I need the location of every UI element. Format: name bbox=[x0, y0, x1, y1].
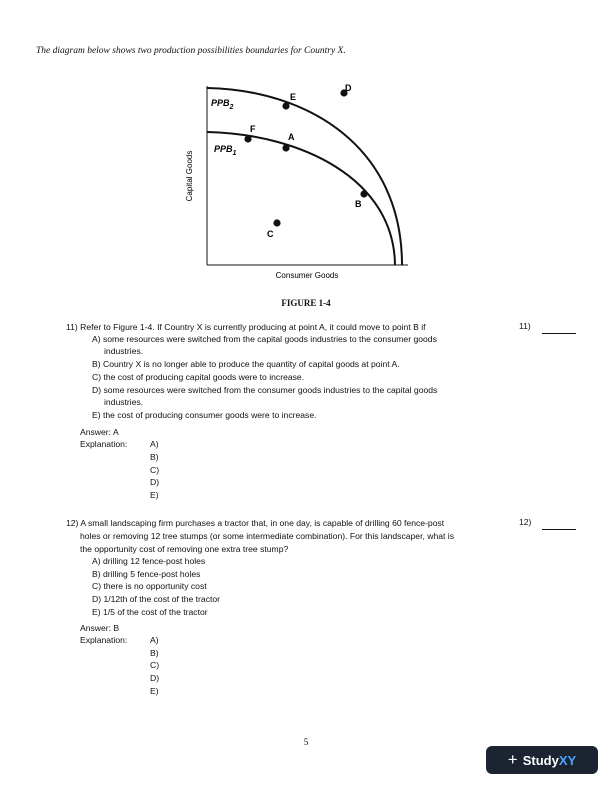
q12-answer-blank bbox=[542, 520, 576, 530]
q12-expl-b: B) bbox=[150, 648, 159, 658]
q11-option-d-cont: industries. bbox=[104, 397, 144, 407]
q11-answer: Answer: A bbox=[80, 427, 119, 437]
point-f-label: F bbox=[250, 124, 256, 134]
q11-number: 11) bbox=[519, 321, 531, 331]
q11-option-a-cont: industries. bbox=[104, 346, 144, 356]
point-f-marker bbox=[244, 135, 251, 142]
q12-option-b: B) drilling 5 fence-post holes bbox=[92, 569, 201, 579]
intro-text: The diagram below shows two production possibilities boundaries for Country X. bbox=[36, 46, 346, 56]
q12-option-e: E) 1/5 of the cost of the tractor bbox=[92, 607, 208, 617]
point-c-label: C bbox=[267, 229, 274, 239]
point-b-label: B bbox=[355, 199, 362, 209]
point-a-label: A bbox=[288, 132, 295, 142]
q12-expl-a: A) bbox=[150, 635, 159, 645]
q11-expl-b: B) bbox=[150, 452, 159, 462]
page-number: 5 bbox=[303, 737, 309, 747]
q11-option-e: E) the cost of producing consumer goods were to increase. bbox=[92, 410, 317, 420]
q12-number: 12) bbox=[519, 517, 532, 527]
y-axis-label: Capital Goods bbox=[185, 150, 194, 202]
q12-option-d: D) 1/12th of the cost of the tractor bbox=[92, 594, 221, 604]
q11-expl-a: A) bbox=[150, 439, 159, 449]
q12-answer: Answer: B bbox=[80, 623, 120, 633]
point-b-marker bbox=[360, 190, 367, 197]
brand-logo-text: StudyXY bbox=[522, 752, 577, 768]
ppb2-curve bbox=[207, 88, 402, 265]
q11-option-c: C) the cost of producing capital goods were to increase. bbox=[92, 372, 305, 382]
q11-expl-d: D) bbox=[150, 477, 160, 487]
ppb-diagram bbox=[180, 78, 420, 288]
x-axis-label: Consumer Goods bbox=[275, 271, 339, 280]
q12-expl-c: C) bbox=[150, 660, 160, 670]
point-a-marker bbox=[282, 144, 289, 151]
q12-stem-line3: the opportunity cost of removing one extra tree stump? bbox=[80, 544, 289, 554]
q12-option-a: A) drilling 12 fence-post holes bbox=[92, 556, 206, 566]
studyxy-badge[interactable] bbox=[486, 746, 598, 774]
point-e-label: E bbox=[290, 92, 297, 102]
q11-answer-blank bbox=[542, 324, 576, 334]
q11-expl-c: C) bbox=[150, 465, 160, 475]
q11-explanation-label: Explanation: bbox=[80, 439, 128, 449]
figure-caption: FIGURE 1-4 bbox=[281, 298, 331, 308]
q12-option-c: C) there is no opportunity cost bbox=[92, 581, 207, 591]
q12-expl-e: E) bbox=[150, 686, 159, 696]
q11-option-d: D) some resources were switched from the consumer goods industries to the capital goods bbox=[92, 385, 438, 395]
q11-expl-e: E) bbox=[150, 490, 159, 500]
point-e-marker bbox=[282, 102, 289, 109]
q11-option-a: A) some resources were switched from the capital goods industries to the consumer goods bbox=[92, 334, 437, 344]
q11-option-b: B) Country X is no longer able to produce the quantity of capital goods at point A. bbox=[92, 359, 400, 369]
q12-explanation-label: Explanation: bbox=[80, 635, 128, 645]
ppb2-label: $PPB_2$ bbox=[211, 98, 234, 111]
point-d-label: D bbox=[345, 83, 352, 93]
ppb1-label: $PPB_1$ bbox=[214, 144, 237, 157]
point-c-marker bbox=[273, 219, 280, 226]
q11-stem: 11) Refer to Figure 1-4. If Country X is currently producing at point A, it could move to point B if bbox=[66, 322, 426, 332]
q12-stem-line2: holes or removing 12 tree stumps (or some intermediate combination). For this landscaper, what is bbox=[80, 531, 454, 541]
q12-stem-line1: 12) A small landscaping firm purchases a tractor that, in one day, is capable of drilling 60 fence-post bbox=[66, 518, 445, 528]
q12-expl-d: D) bbox=[150, 673, 160, 683]
plus-icon: + bbox=[507, 750, 518, 769]
